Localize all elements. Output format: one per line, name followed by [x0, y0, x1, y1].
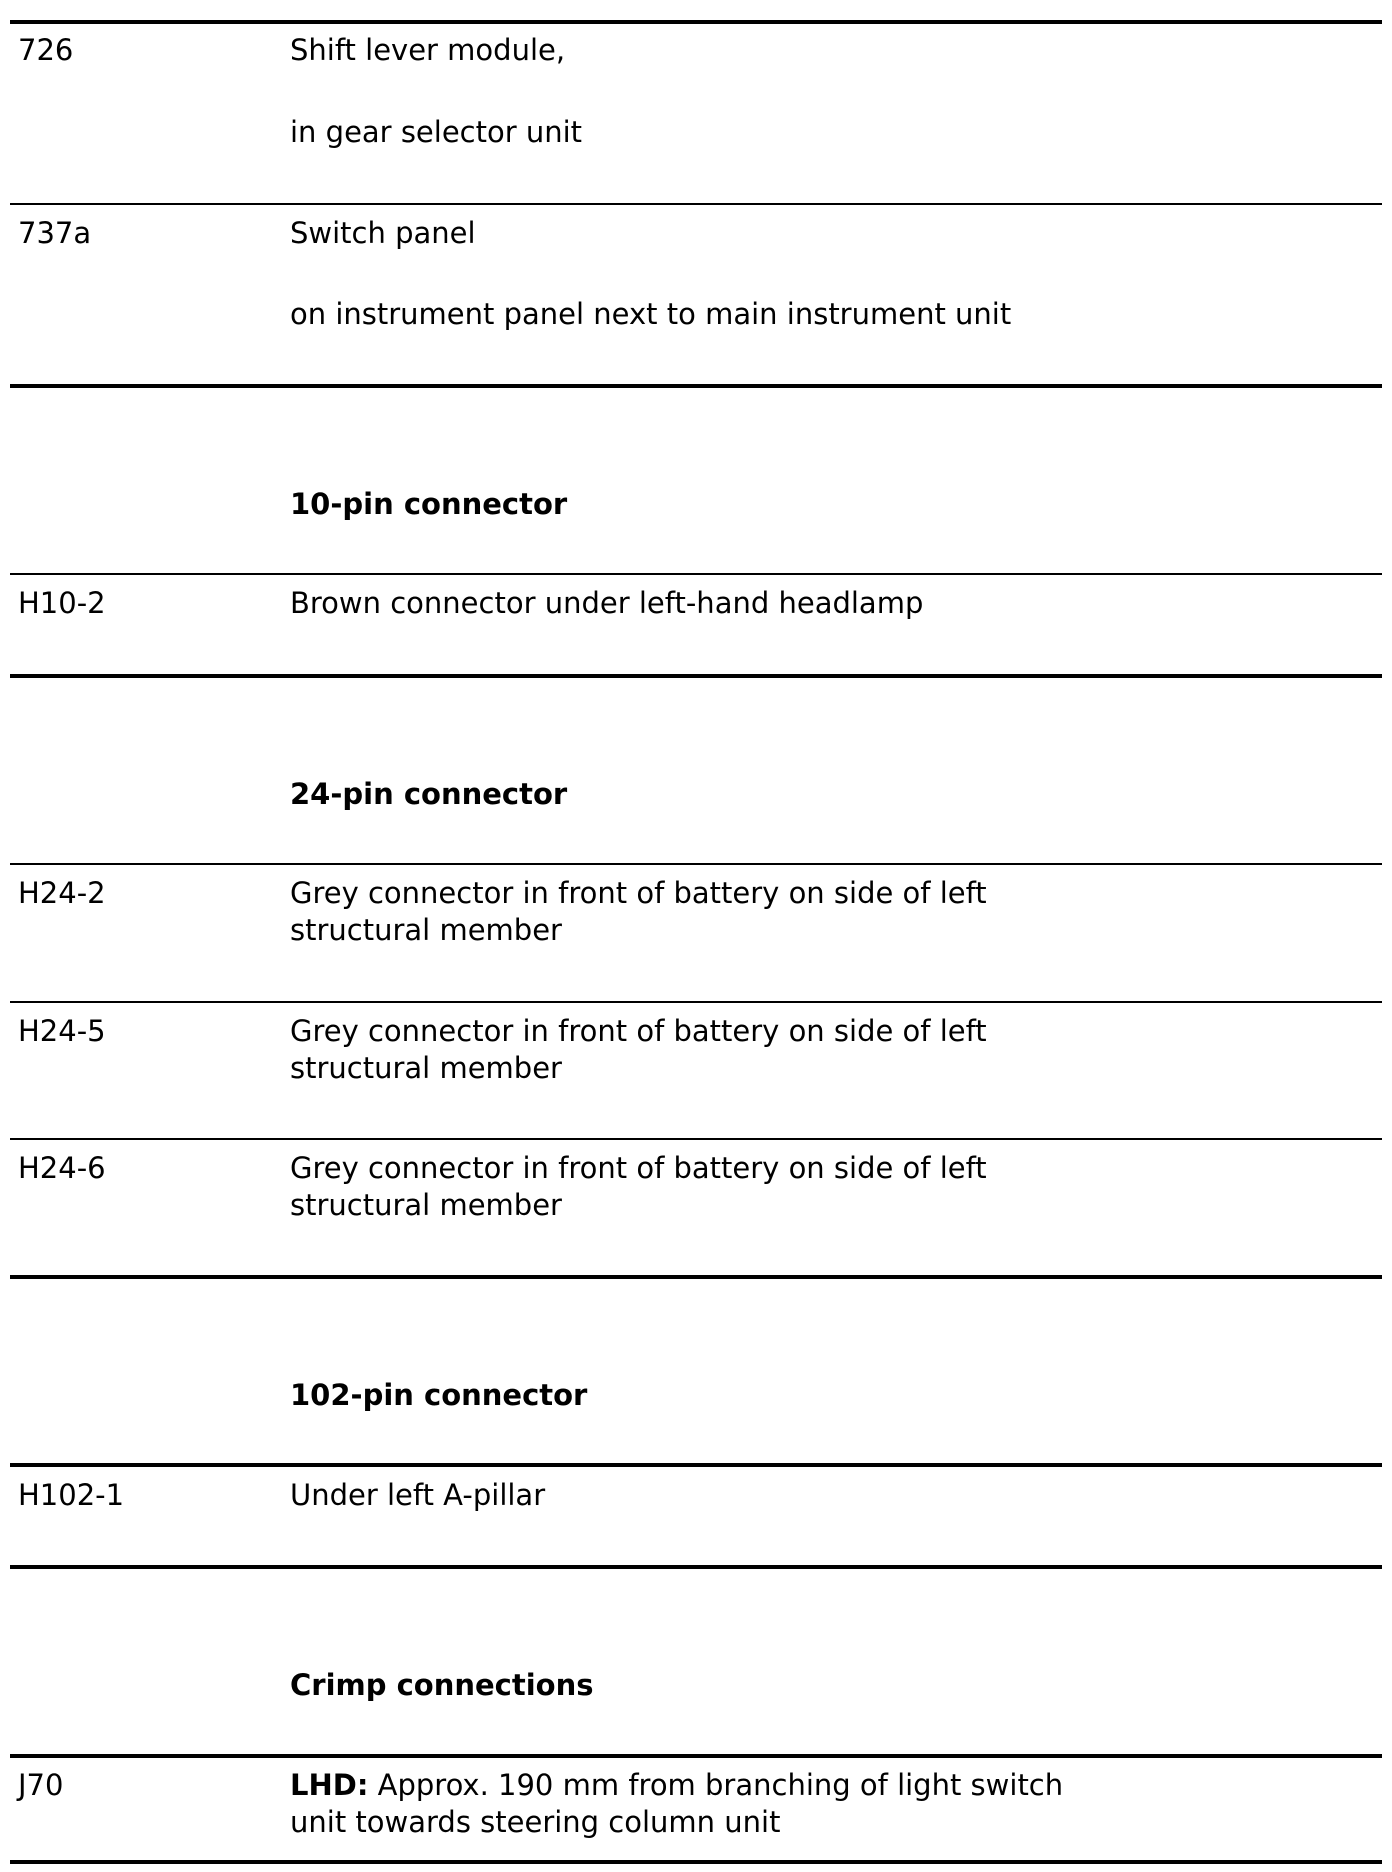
entry-description-line: structural member: [290, 913, 562, 947]
entry-description: Under left A-pillar: [290, 1478, 546, 1512]
entry-description-line: in gear selector unit: [290, 115, 583, 149]
entry-description-text: Approx. 190 mm from branching of light switch: [377, 1768, 1064, 1802]
table-rule: [10, 1860, 1382, 1864]
entry-description-line: Grey connector in front of battery on side of left: [290, 1151, 987, 1185]
table-rule: [10, 573, 1382, 575]
table-rule: [10, 674, 1382, 678]
entry-code: H102-1: [18, 1478, 125, 1512]
entry-label: LHD:: [290, 1768, 369, 1802]
entry-description-line: Switch panel: [290, 216, 476, 250]
table-rule: [10, 203, 1382, 205]
section-heading: 10-pin connector: [290, 487, 568, 521]
entry-code: H24-5: [18, 1014, 106, 1048]
entry-code: H24-6: [18, 1151, 106, 1185]
table-rule: [10, 1138, 1382, 1140]
entry-description: Brown connector under left-hand headlamp: [290, 586, 924, 620]
table-rule: [10, 20, 1382, 24]
entry-description-line: Shift lever module,: [290, 33, 566, 67]
table-rule: [10, 1001, 1382, 1003]
table-rule: [10, 1463, 1382, 1467]
table-rule: [10, 863, 1382, 865]
entry-description-line: [290, 1767, 1190, 1804]
entry-code: H24-2: [18, 876, 106, 910]
entry-code: 726: [18, 33, 74, 67]
entry-description-line: Grey connector in front of battery on side of left: [290, 1014, 987, 1048]
section-heading: 24-pin connector: [290, 777, 568, 811]
table-rule: [10, 1565, 1382, 1569]
entry-description-line: unit towards steering column unit: [290, 1805, 781, 1839]
entry-description-line: structural member: [290, 1188, 562, 1222]
section-heading: 102-pin connector: [290, 1378, 588, 1412]
entry-description-line: on instrument panel next to main instrument unit: [290, 297, 1012, 331]
entry-code: H10-2: [18, 586, 106, 620]
table-rule: [10, 1275, 1382, 1279]
entry-code: J70: [18, 1768, 64, 1802]
table-rule: [10, 384, 1382, 388]
table-rule: [10, 1754, 1382, 1758]
entry-description-line: Grey connector in front of battery on side of left: [290, 876, 987, 910]
entry-description-line: structural member: [290, 1051, 562, 1085]
entry-code: 737a: [18, 216, 92, 250]
section-heading: Crimp connections: [290, 1668, 594, 1702]
